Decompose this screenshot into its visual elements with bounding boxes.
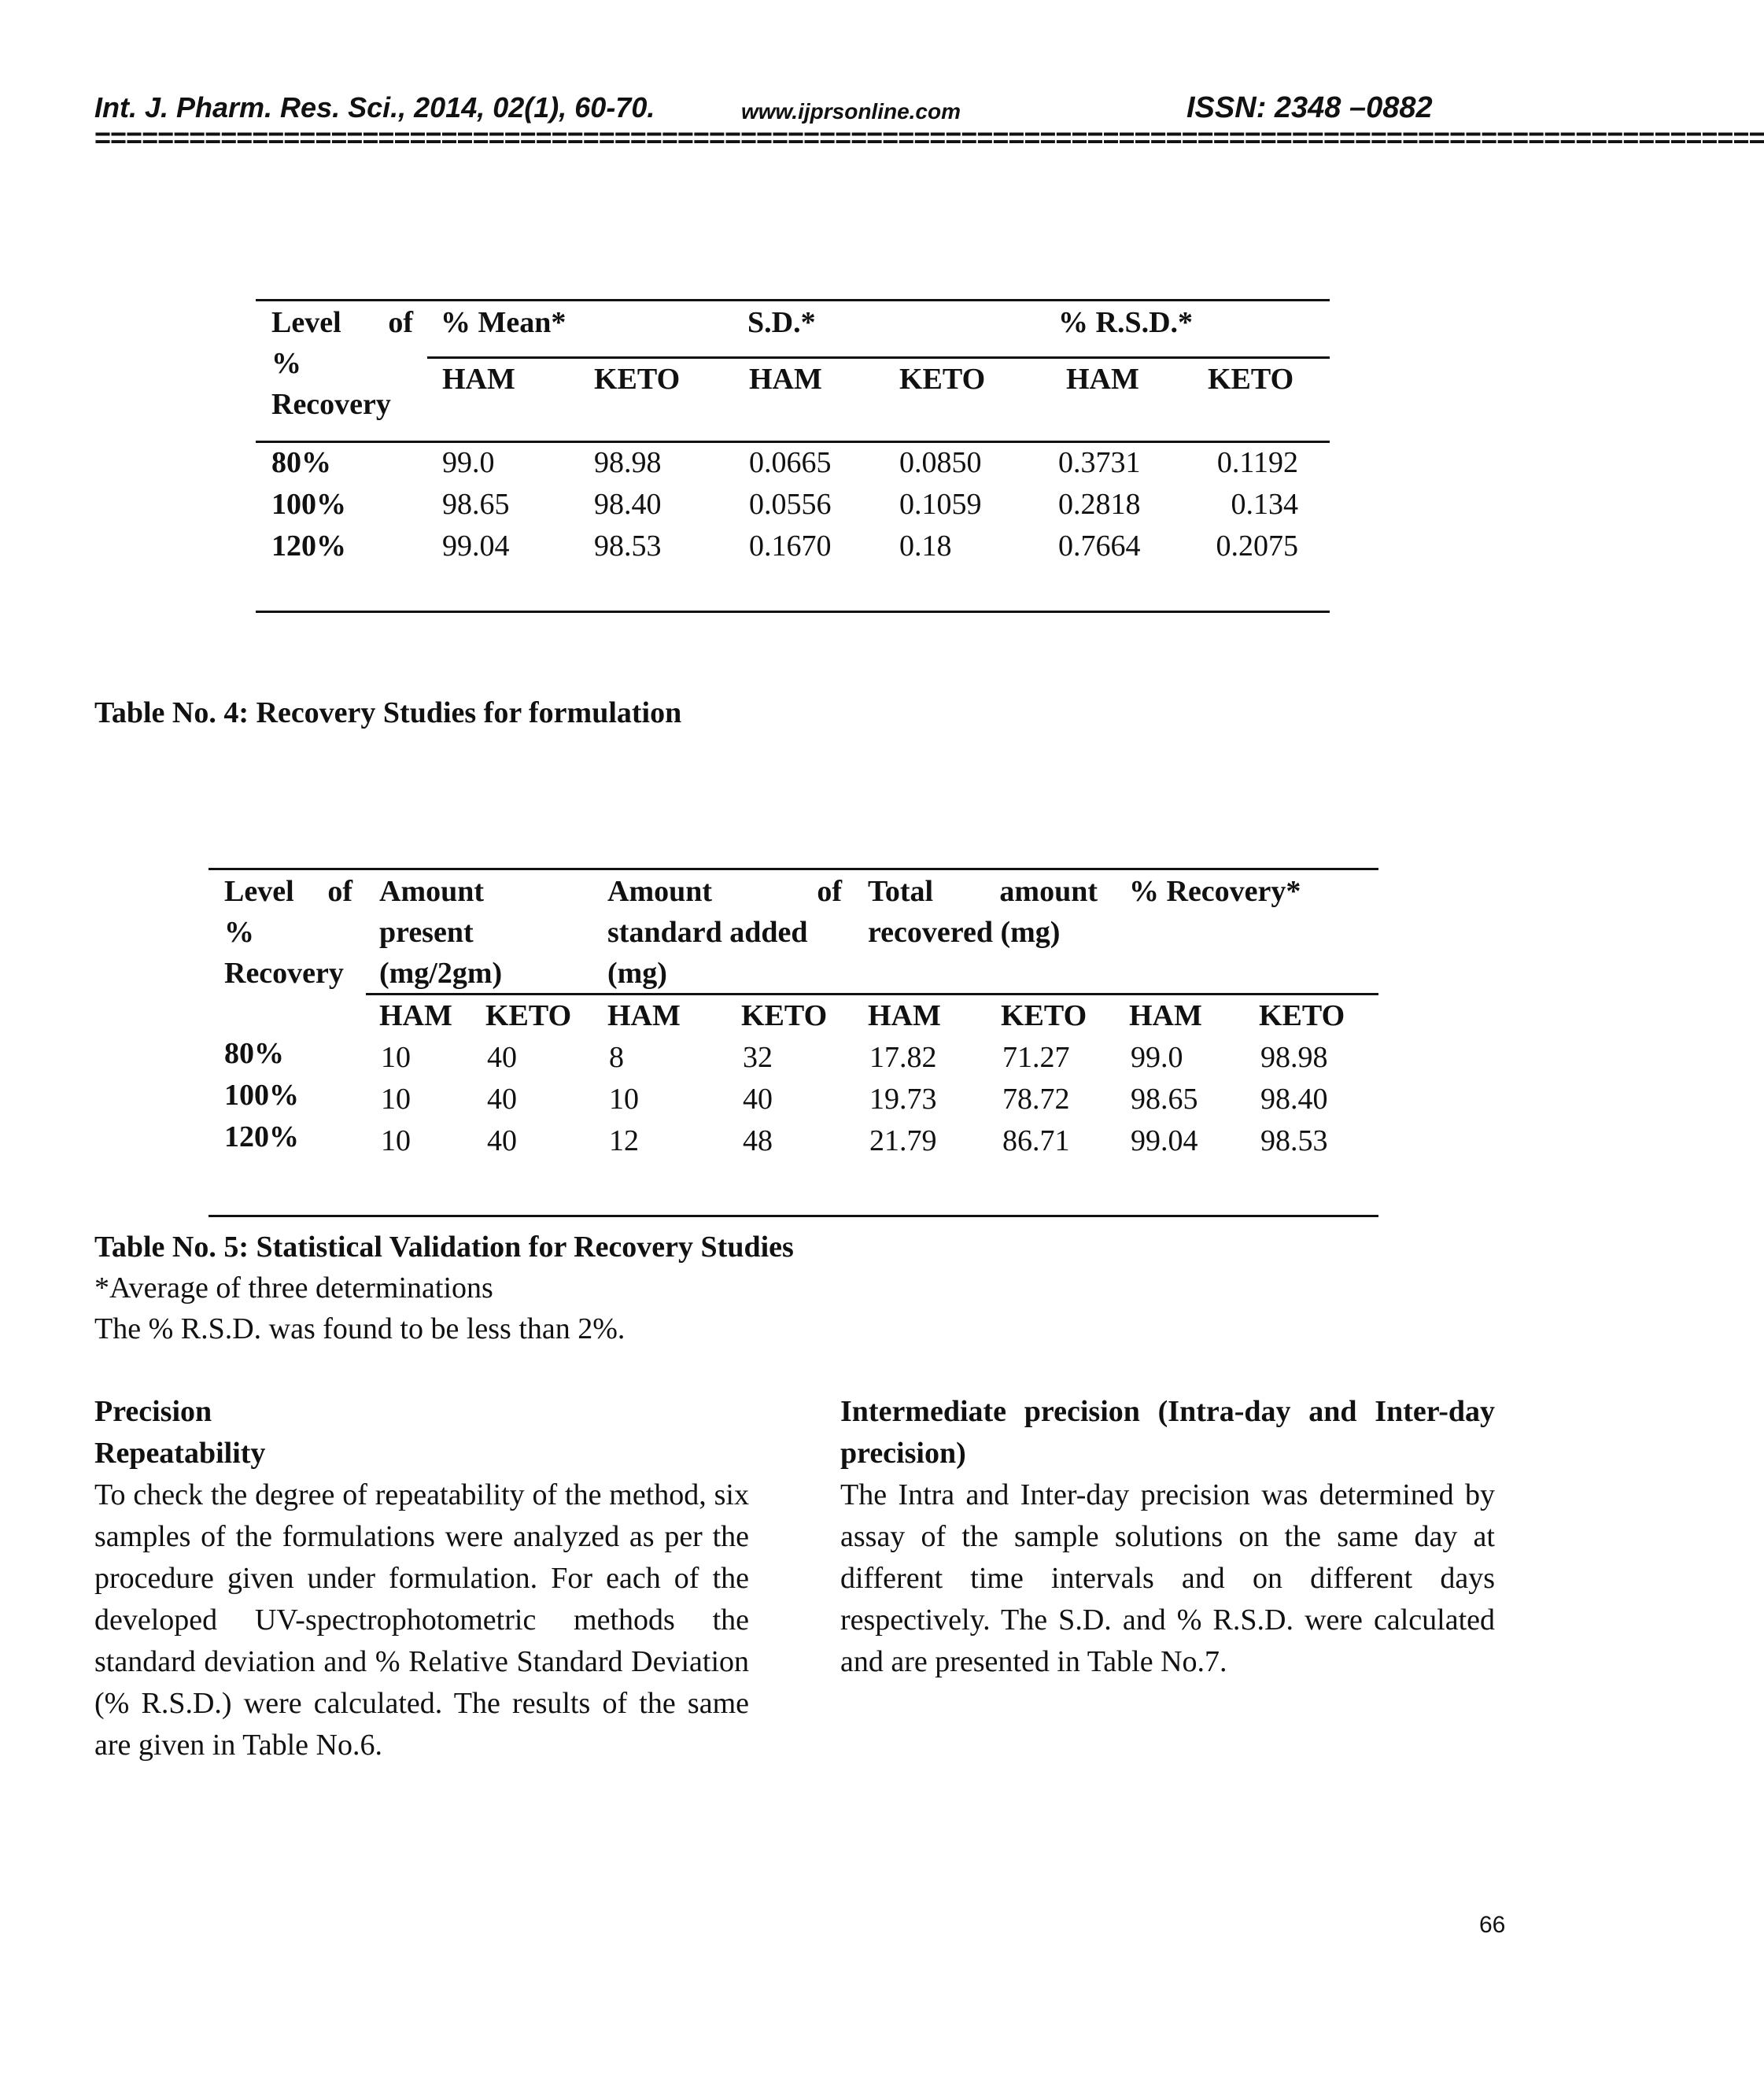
table-cell: 0.1059 [899,488,982,521]
table-cell: 98.65 [1131,1083,1198,1116]
subheader-total-ham: HAM [868,999,941,1032]
subheader-total-keto: KETO [1001,999,1087,1032]
table-cell: 99.04 [442,530,510,563]
row-levels [271,442,346,567]
table-5-caption: Table No. 5: Statistical Validation for Recovery Studies [94,1231,794,1264]
table-cell: 86.71 [1002,1124,1070,1157]
table-cell: 0.2818 [1058,488,1141,521]
section-heading-repeatability: Repeatability [94,1437,266,1470]
level-100: 100% [224,1079,299,1112]
header-total-recovered: recovered (mg) [868,916,1061,949]
table-cell: 98.98 [1260,1041,1328,1074]
header-amount-present: (mg/2gm) [379,957,503,990]
header-level-percent: % [224,916,254,949]
header-standard-added: (mg) [607,957,667,990]
table-cell: 99.04 [1131,1124,1198,1157]
table-cell: 40 [743,1083,773,1116]
table-cell: 12 [609,1124,639,1157]
precision-section [94,1391,749,1766]
table-cell: 0.3731 [1058,446,1141,479]
column-rsd-keto [1188,442,1298,567]
table-cell: 71.27 [1002,1041,1070,1074]
table-cell: 98.53 [594,530,662,563]
table-cell: 0.0665 [749,446,832,479]
level-80: 80% [224,1037,284,1070]
table-bottom-rule [209,1215,1378,1217]
table-cell: 99.0 [1131,1041,1183,1074]
column-present-keto [487,1037,517,1162]
level-120: 120% [224,1120,299,1153]
header-amount-present: Amount [379,875,485,908]
table-cell: 10 [609,1083,639,1116]
table-cell: 0.134 [1231,488,1298,521]
subheader-present-keto: KETO [485,999,572,1032]
table-cell: 98.98 [594,446,662,479]
subheader-sd-ham: HAM [749,363,822,396]
header-standard-added: standard added [607,916,808,949]
table-cell: 40 [487,1083,517,1116]
table-cell: 98.65 [442,488,510,521]
subheader-added-keto: KETO [741,999,828,1032]
intermediate-precision-paragraph: The Intra and Inter-day precision was determined by assay of the sample solutions on the same day at different time intervals and on different days respectively. The S.D. and % R.S.D. were calculated and are presented in Table No.7. [840,1478,1495,1678]
header-level-recovery: Recovery [271,388,391,421]
subheader-mean-keto: KETO [594,363,681,396]
header-level: Level of [271,306,413,339]
header-total-recovered: Total amount [868,875,1098,908]
table-5-footnote: *Average of three determinations [94,1271,493,1305]
header-mean: % Mean* [441,306,566,339]
table-cell: 98.40 [594,488,662,521]
intermediate-precision-section [840,1391,1495,1683]
table-cell: 0.1192 [1216,446,1298,479]
table-cell: 78.72 [1002,1083,1070,1116]
table-cell: 40 [487,1124,517,1157]
level-80: 80% [271,446,331,479]
table-5-note: The % R.S.D. was found to be less than 2%. [94,1312,626,1345]
header-level: Level of [224,875,352,908]
column-mean-keto [594,442,662,567]
table-4-caption: Table No. 4: Recovery Studies for formulation [94,696,682,729]
subheader-sd-keto: KETO [899,363,986,396]
table-cell: 0.1670 [749,530,832,563]
page-number: 66 [1479,1912,1506,1938]
column-recovery-keto [1260,1037,1328,1162]
table-bottom-rule [256,611,1330,613]
header-separator: ========================================================================================================== [94,121,1764,153]
table-cell: 8 [609,1041,624,1074]
table-cell: 0.18 [899,530,952,563]
section-heading-precision: Precision [94,1395,212,1428]
header-rsd: % R.S.D.* [1058,306,1194,339]
header-standard-added: Amount of [607,875,842,908]
table-cell: 98.53 [1260,1124,1328,1157]
table-cell: 0.0850 [899,446,982,479]
table-cell: 10 [381,1083,411,1116]
subheader-mean-ham: HAM [442,363,515,396]
table-cell: 17.82 [869,1041,937,1074]
journal-website: www.ijprsonline.com [741,99,961,124]
level-100: 100% [271,488,346,521]
table-cell: 99.0 [442,446,495,479]
table-cell: 21.79 [869,1124,937,1157]
column-mean-ham [442,442,510,567]
subheader-present-ham: HAM [379,999,452,1032]
column-rsd-ham [1058,442,1141,567]
subheader-rsd-keto: KETO [1208,363,1294,396]
column-added-ham [609,1037,639,1162]
level-120: 120% [271,530,346,563]
column-total-keto [1002,1037,1070,1162]
column-present-ham [381,1037,411,1162]
subheader-added-ham: HAM [607,999,681,1032]
table-cell: 10 [381,1041,411,1074]
table-top-rule [209,868,1378,870]
column-recovery-ham [1131,1037,1198,1162]
table-cell: 48 [743,1124,773,1157]
journal-issn: ISSN: 2348 –0882 [1186,91,1433,124]
table-cell: 98.40 [1260,1083,1328,1116]
header-level-percent: % [271,347,301,380]
column-added-keto [743,1037,773,1162]
table-cell: 19.73 [869,1083,937,1116]
table-cell: 32 [743,1041,773,1074]
section-heading-intermediate-precision: Intermediate precision (Intra-day and Inter-day precision) [840,1395,1495,1470]
table-cell: 0.2075 [1216,530,1298,563]
table-mid-rule [427,356,1330,359]
header-recovery: % Recovery* [1129,875,1301,908]
table-cell: 0.0556 [749,488,832,521]
header-level-recovery: Recovery [224,957,344,990]
journal-citation: Int. J. Pharm. Res. Sci., 2014, 02(1), 60-70. [94,91,655,124]
subheader-recovery-keto: KETO [1259,999,1345,1032]
column-sd-keto [899,442,982,567]
column-sd-ham [749,442,832,567]
header-amount-present: present [379,916,474,949]
table-cell: 0.7664 [1058,530,1141,563]
table-top-rule [256,299,1330,301]
row-levels [224,1033,299,1158]
subheader-rsd-ham: HAM [1066,363,1139,396]
subheader-recovery-ham: HAM [1129,999,1202,1032]
table-cell: 40 [487,1041,517,1074]
header-sd: S.D.* [747,306,816,339]
column-total-ham [869,1037,937,1162]
table-cell: 10 [381,1124,411,1157]
repeatability-paragraph: To check the degree of repeatability of the method, six samples of the formulations were analyzed as per the procedure given under formulation. For each of the developed UV-spectrophotometric methods the standard deviation and % Relative Standard Deviation (% R.S.D.) were calculated. The results of the same are given in Table No.6. [94,1478,749,1762]
